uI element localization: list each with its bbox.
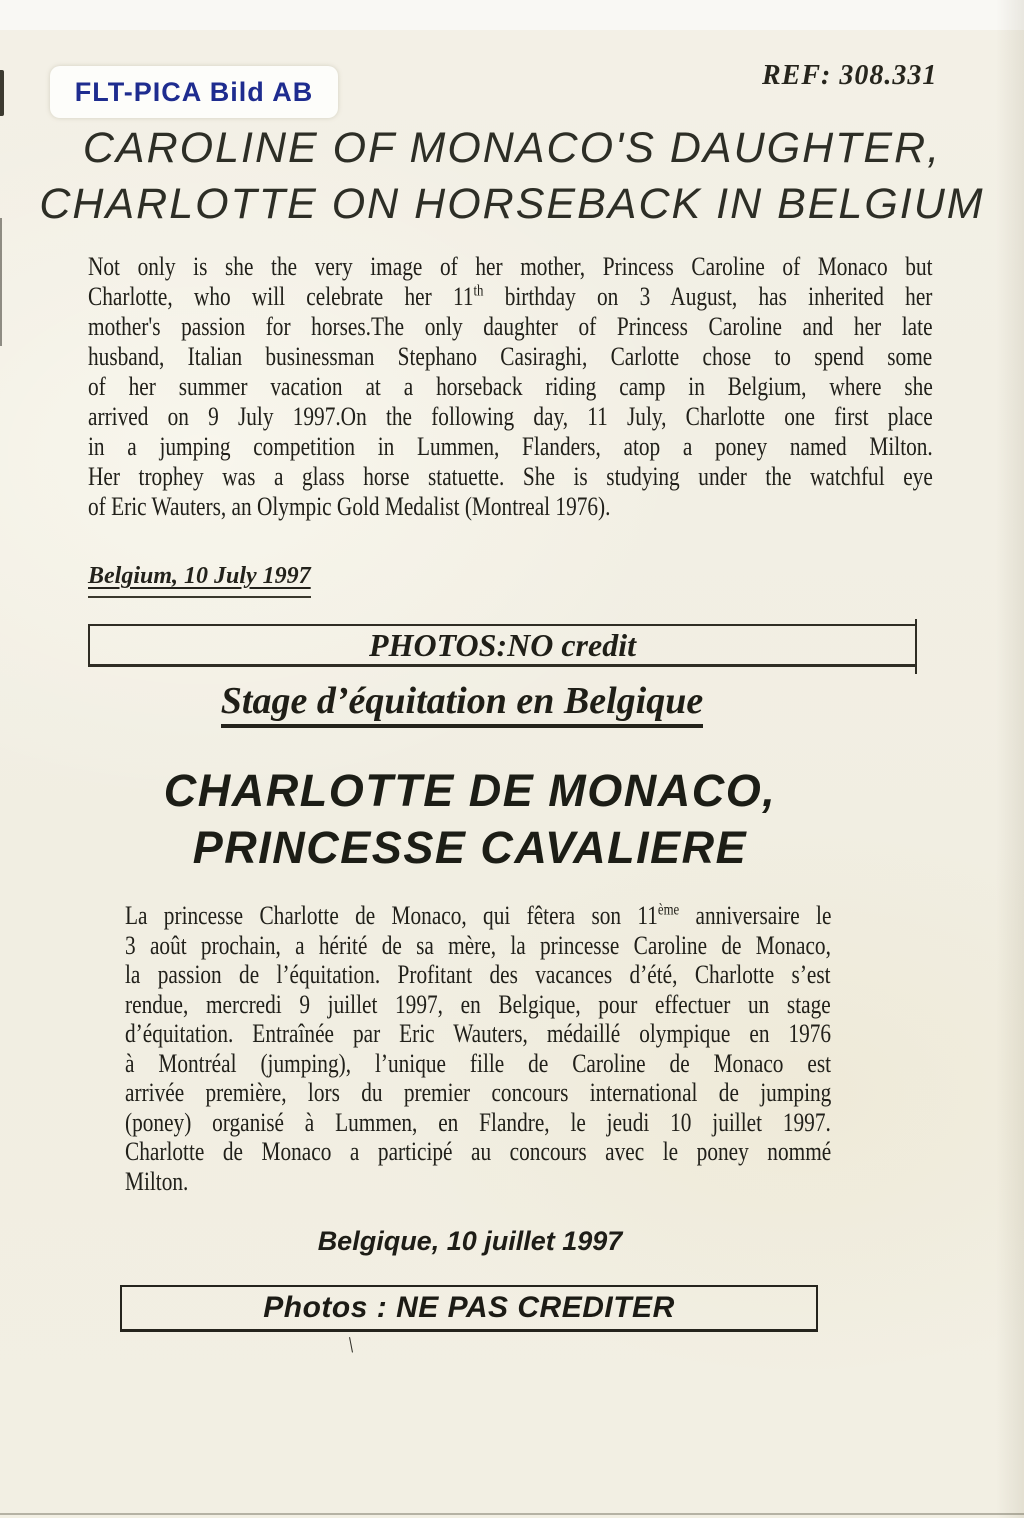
english-headline — [0, 120, 1024, 232]
english-headline-line1: CAROLINE OF MONACO'S DAUGHTER, — [82, 124, 942, 172]
paragraph-line — [125, 960, 831, 990]
line-text: Her trophey was a glass horse statuette. She is studying under the watchful eye — [88, 462, 933, 491]
paragraph-line — [125, 1108, 831, 1138]
paragraph-line — [125, 1137, 831, 1167]
french-dateline: Belgique, 10 juillet 1997 — [317, 1226, 623, 1256]
paragraph-line — [88, 282, 933, 312]
line-text: Milton. — [125, 1166, 189, 1196]
scan-bottom-edge — [0, 1513, 1024, 1515]
french-headline — [0, 762, 940, 876]
line-text: Charlotte de Monaco a participé au concours avec le poney nommé — [125, 1137, 832, 1166]
paragraph-line — [88, 372, 933, 402]
agency-stamp-text: FLT-PICA Bild AB — [74, 76, 314, 107]
paragraph-line — [88, 252, 933, 282]
line-text: rendue, mercredi 9 juillet 1997, en Belgique, pour effectuer un stage — [125, 989, 831, 1019]
paragraph-line — [88, 492, 933, 522]
agency-stamp — [50, 66, 338, 118]
superscript-text: th — [473, 282, 484, 300]
line-text: arrivée première, lors du premier concours international de jumping — [125, 1078, 832, 1107]
line-text: à Montréal (jumping), l’unique fille de Caroline de Monaco est — [125, 1048, 832, 1078]
paragraph-line — [125, 990, 831, 1020]
line-text: d’équitation. Entraînée par Eric Wauters, médaillé olympique en 1976 — [125, 1019, 832, 1048]
french-headline-line1: CHARLOTTE DE MONACO, — [163, 765, 777, 816]
paragraph-line — [88, 402, 933, 432]
french-kicker-text: Stage d’équitation en Belgique — [221, 680, 703, 728]
line-text: birthday on 3 August, has inherited her — [483, 282, 933, 311]
line-text: Charlotte, who will celebrate her 11 — [88, 282, 474, 311]
photo-credit-box-english — [88, 624, 917, 667]
ref-number: REF: 308.331 — [762, 60, 938, 91]
line-text: La princesse Charlotte de Monaco, qui fêtera son 11 — [125, 901, 658, 930]
english-headline-line2: CHARLOTTE ON HORSEBACK IN BELGIUM — [39, 180, 985, 228]
french-paragraph — [125, 901, 831, 1196]
paragraph-line — [88, 432, 933, 462]
line-text: husband, Italian businessman Stephano Casiraghi, Carlotte chose to spend some — [88, 342, 933, 371]
english-paragraph — [88, 252, 933, 522]
paragraph-line — [125, 931, 831, 961]
scan-top-band — [0, 0, 1024, 30]
line-text: la passion de l’équitation. Profitant des vacances d’été, Charlotte s’est — [125, 960, 831, 989]
paragraph-line — [125, 1019, 831, 1049]
paragraph-line — [88, 312, 933, 342]
scan-artifact-mark: \ — [346, 1331, 356, 1358]
photo-credit-text-english: PHOTOS:NO credit — [369, 626, 636, 663]
photo-credit-box-french — [120, 1285, 818, 1332]
paragraph-line — [125, 1049, 831, 1079]
paragraph-line — [125, 1078, 831, 1108]
line-text: of her summer vacation at a horseback riding camp in Belgium, where she — [88, 372, 933, 401]
line-text: (poney) organisé à Lummen, en Flandre, le jeudi 10 juillet 1997. — [125, 1107, 831, 1137]
photo-credit-text-french: Photos : NE PAS CREDITER — [263, 1291, 675, 1324]
line-text: mother's passion for horses.The only daughter of Princess Caroline and her late — [88, 312, 933, 341]
line-text: anniversaire le — [679, 901, 832, 930]
paragraph-line — [88, 462, 933, 492]
paragraph-line — [125, 1167, 831, 1197]
french-kicker — [0, 679, 924, 723]
english-dateline: Belgium, 10 July 1997 — [88, 563, 311, 598]
line-text: arrived on 9 July 1997.On the following day, 11 July, Charlotte one first place — [88, 402, 933, 431]
french-headline-line2: PRINCESSE CAVALIERE — [192, 822, 748, 873]
line-text: Not only is she the very image of her mother, Princess Caroline of Monaco but — [88, 252, 933, 281]
line-text: in a jumping competition in Lummen, Flanders, atop a poney named Milton. — [88, 432, 933, 461]
scan-edge-mark — [0, 218, 2, 346]
line-text: of Eric Wauters, an Olympic Gold Medalist (Montreal 1976). — [88, 492, 611, 521]
superscript-text: ème — [657, 901, 680, 919]
scan-edge-mark — [0, 70, 4, 116]
paragraph-line — [88, 342, 933, 372]
line-text: 3 août prochain, a hérité de sa mère, la princesse Caroline de Monaco, — [125, 930, 831, 960]
paragraph-line — [125, 901, 831, 931]
